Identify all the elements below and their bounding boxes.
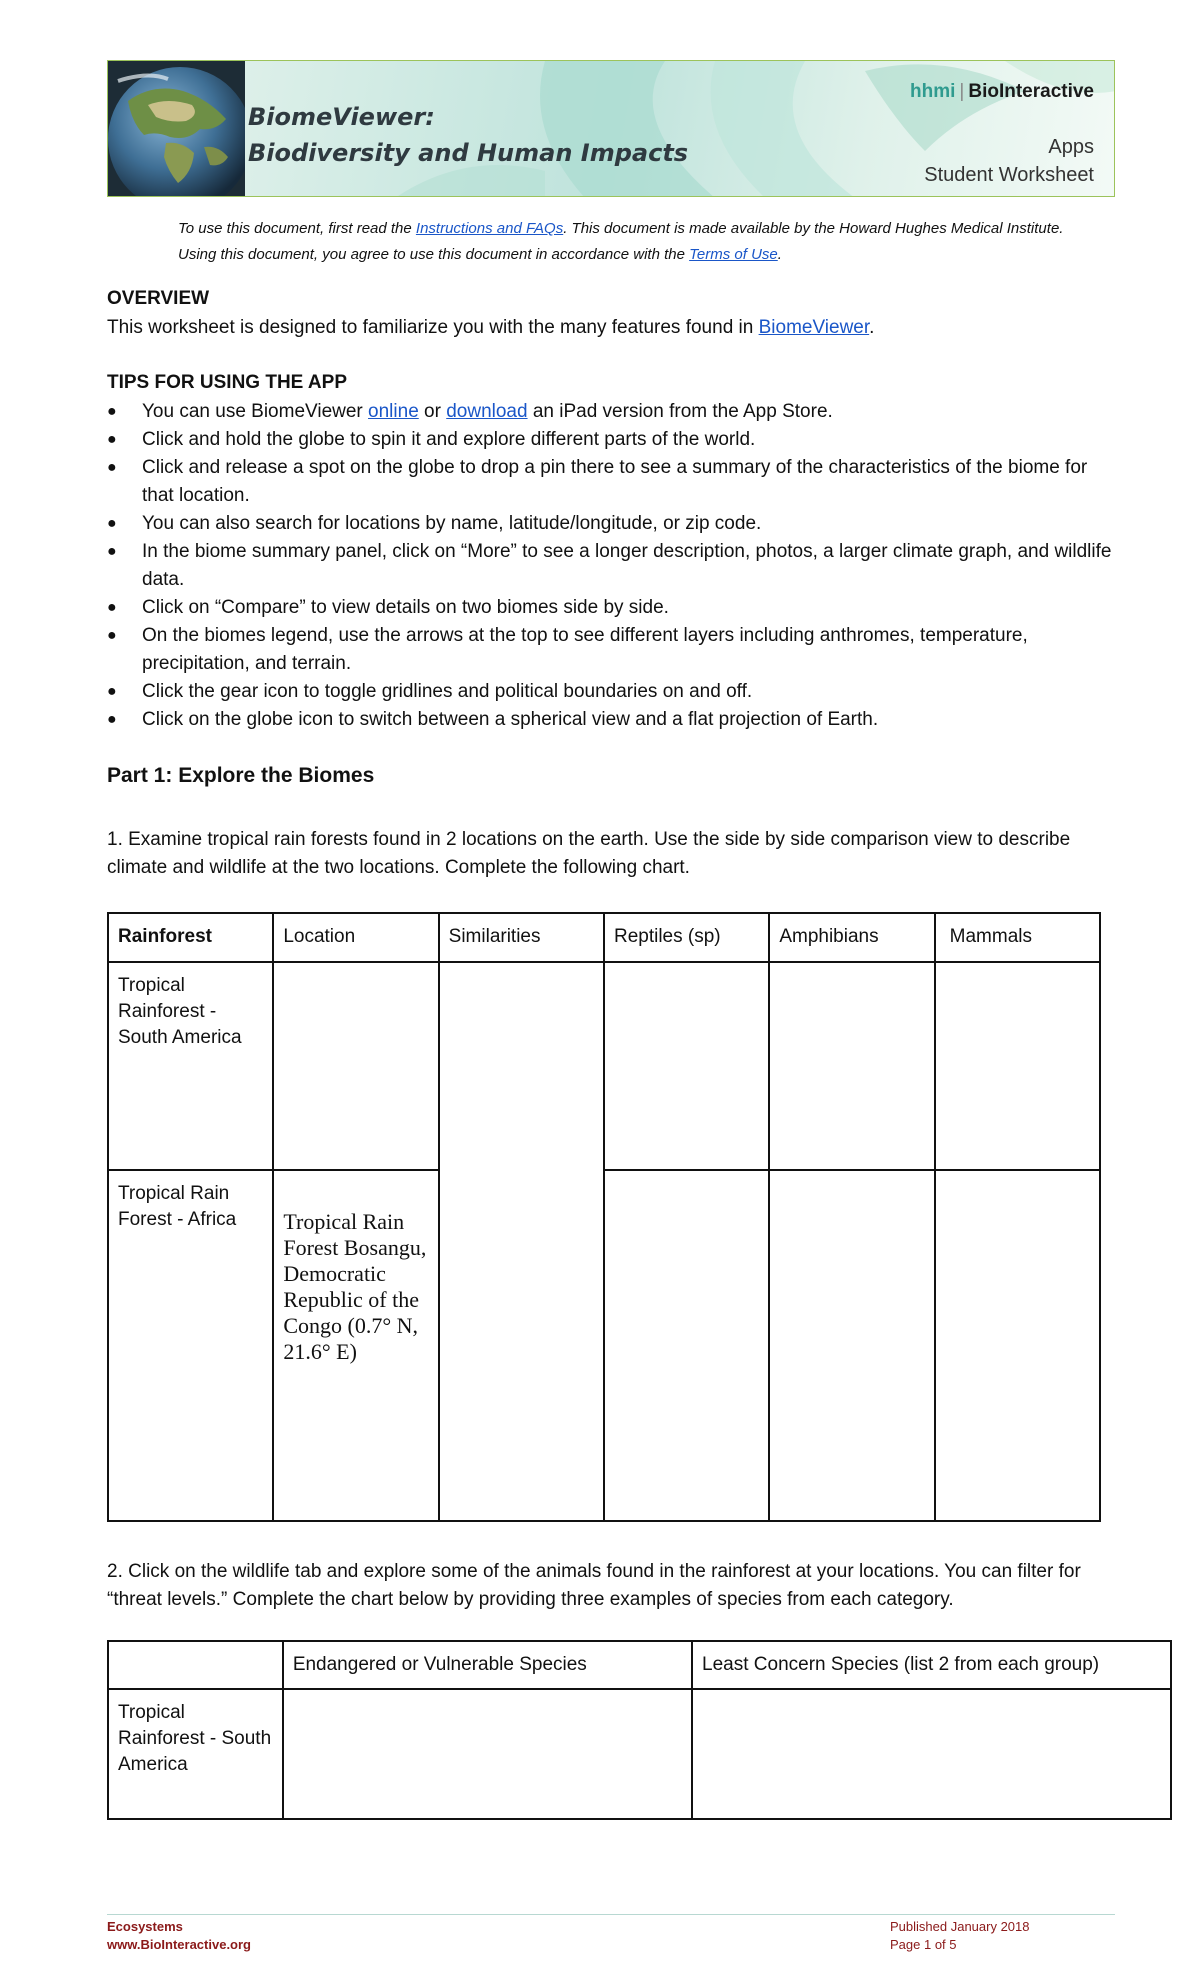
question-1: 1. Examine tropical rain forests found in 2 locations on the earth. Use the side by side comparison view to describe climate and wildlife at the two locations. Complete the following chart.: [107, 829, 1071, 878]
hhmi-logo-text: hhmi: [910, 81, 956, 102]
overview-text: [107, 314, 874, 342]
tip-item: [107, 426, 1117, 454]
download-link[interactable]: download: [446, 401, 528, 422]
tip-text: Click the gear icon to toggle gridlines and political boundaries on and off.: [142, 681, 753, 702]
tip-item: [107, 678, 1117, 706]
cell-amphibians-sa[interactable]: [769, 962, 934, 1170]
bullet-icon: ●: [107, 599, 117, 616]
bullet-icon: ●: [107, 431, 117, 448]
brand-subtitle: [924, 133, 1094, 189]
footer-category: Ecosystems: [107, 1919, 183, 1934]
table-header-row: [108, 1641, 1171, 1689]
biointeractive-logo-text: BioInteractive: [968, 81, 1094, 102]
cell-similarities[interactable]: [439, 962, 604, 1521]
tip-text: Click and release a spot on the globe to drop a pin there to see a summary of the characteristics of the biome for that location.: [142, 457, 1088, 506]
globe-image: [108, 61, 245, 197]
cell-location-africa[interactable]: Tropical Rain Forest Bosangu, Democratic Republic of the Congo (0.7° N, 21.6° E): [273, 1170, 438, 1521]
footer-published: Published January 2018: [890, 1919, 1030, 1934]
biomeviewer-link[interactable]: BiomeViewer: [758, 317, 870, 338]
tip-text: On the biomes legend, use the arrows at the top to see different layers including anthromes, temperature, precipitation, and terrain.: [142, 625, 1028, 674]
tip-item: [107, 706, 1117, 734]
header-similarities: Similarities: [439, 913, 604, 962]
part1-heading: Part 1: Explore the Biomes: [107, 764, 375, 787]
footer-page-number: Page 1 of 5: [890, 1937, 957, 1952]
footer-website: www.BioInteractive.org: [107, 1937, 251, 1952]
header-empty: [108, 1641, 283, 1689]
intro-text-3: .: [777, 246, 782, 263]
tip-text: You can also search for locations by name, latitude/longitude, or zip code.: [142, 513, 762, 534]
bullet-icon: ●: [107, 627, 117, 644]
header-endangered: Endangered or Vulnerable Species: [283, 1641, 692, 1689]
table-row: [108, 1689, 1171, 1819]
header-reptiles: Reptiles (sp): [604, 913, 769, 962]
tip-text: Click and hold the globe to spin it and explore different parts of the world.: [142, 429, 756, 450]
footer-left: [107, 1918, 251, 1954]
question-2: 2. Click on the wildlife tab and explore some of the animals found in the rainforest at your locations. You can filter for “threat levels.” Complete the chart below by providing three examples of species from each category.: [107, 1561, 1081, 1610]
tip-text: You can use BiomeViewer: [142, 401, 369, 422]
bullet-icon: ●: [107, 711, 117, 728]
overview-period: .: [869, 317, 875, 338]
bullet-icon: ●: [107, 683, 117, 700]
tips-list: [107, 398, 1117, 734]
apps-label: Apps: [1048, 136, 1094, 158]
tip-text: In the biome summary panel, click on “More” to see a longer description, photos, a larger climate graph, and wildlife data.: [142, 541, 1112, 590]
table-header-row: [108, 913, 1100, 962]
tip-item: [107, 594, 1117, 622]
intro-notice: [178, 216, 1078, 268]
tip-text: or: [418, 401, 447, 422]
row-label-africa: Tropical Rain Forest - Africa: [108, 1170, 273, 1521]
header-banner: [107, 60, 1115, 197]
tip-text: Click on “Compare” to view details on two biomes side by side.: [142, 597, 669, 618]
brand-logo: hhmi | BioInteractive: [910, 81, 1094, 102]
header-mammals: Mammals: [935, 913, 1100, 962]
cell-amphibians-africa[interactable]: [769, 1170, 934, 1521]
tip-item: [107, 622, 1117, 678]
table-row: [108, 1170, 1100, 1521]
intro-text-2: . This document is made available by the Howard Hughes Medical Institute. Using this document, you agree to use this document in accordance with the: [178, 220, 1064, 263]
cell-endangered-sa[interactable]: [283, 1689, 692, 1819]
cell-reptiles-sa[interactable]: [604, 962, 769, 1170]
cell-location-sa[interactable]: [273, 962, 438, 1170]
header-location: Location: [273, 913, 438, 962]
overview-heading: OVERVIEW: [107, 288, 210, 309]
footer-divider: [107, 1914, 1115, 1915]
title-line-1: BiomeViewer:: [248, 103, 435, 131]
cell-mammals-africa[interactable]: [935, 1170, 1100, 1521]
threat-levels-table: [107, 1640, 1172, 1820]
online-link[interactable]: online: [368, 401, 419, 422]
title-line-2: Biodiversity and Human Impacts: [248, 139, 689, 167]
header-least-concern: Least Concern Species (list 2 from each group): [692, 1641, 1171, 1689]
tip-item: [107, 510, 1117, 538]
terms-of-use-link[interactable]: Terms of Use: [689, 246, 778, 263]
tip-item: [107, 538, 1117, 594]
overview-sentence: This worksheet is designed to familiarize you with the many features found in: [107, 317, 759, 338]
intro-text-1: To use this document, first read the: [178, 220, 416, 237]
bullet-icon: ●: [107, 515, 117, 532]
instructions-faqs-link[interactable]: Instructions and FAQs: [415, 220, 564, 237]
cell-least-concern-sa[interactable]: [692, 1689, 1171, 1819]
header-amphibians: Amphibians: [769, 913, 934, 962]
bullet-icon: ●: [107, 403, 117, 420]
row-label-south-america: Tropical Rainforest - South America: [108, 962, 273, 1170]
header-rainforest: Rainforest: [108, 913, 273, 962]
rainforest-table: [107, 912, 1101, 1522]
tip-item: [107, 398, 1117, 426]
cell-mammals-sa[interactable]: [935, 962, 1100, 1170]
worksheet-label: Student Worksheet: [924, 164, 1094, 186]
tip-text: Click on the globe icon to switch between a spherical view and a flat projection of Earth.: [142, 709, 879, 730]
bullet-icon: ●: [107, 459, 117, 476]
footer-right: [890, 1918, 1030, 1954]
bullet-icon: ●: [107, 543, 117, 560]
tip-text: an iPad version from the App Store.: [527, 401, 833, 422]
banner-title: [248, 99, 688, 171]
table-row: [108, 962, 1100, 1170]
tips-heading: TIPS FOR USING THE APP: [107, 372, 347, 393]
row-label-south-america: Tropical Rainforest - South America: [108, 1689, 283, 1819]
tip-item: [107, 454, 1117, 510]
cell-reptiles-africa[interactable]: [604, 1170, 769, 1521]
